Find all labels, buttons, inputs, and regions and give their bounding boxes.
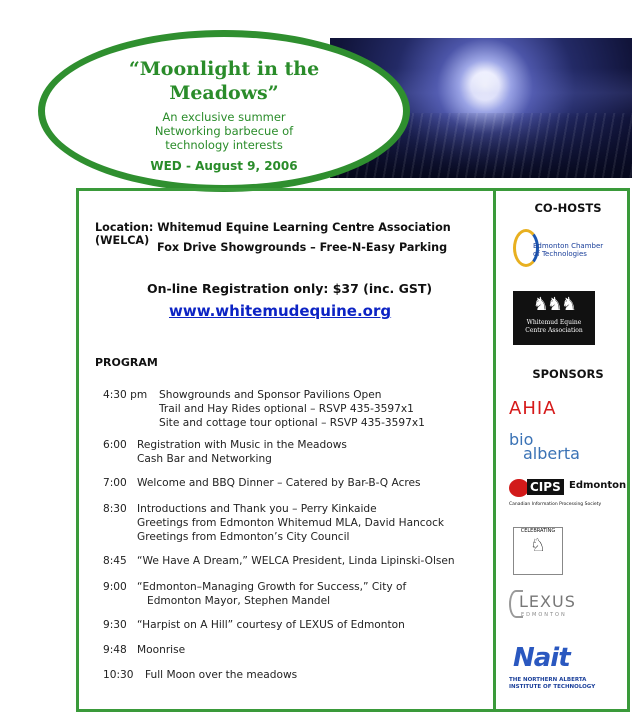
- schedule-line: “Edmonton–Managing Growth for Success,” City of: [137, 581, 407, 593]
- nait-subtitle-line-2: INSTITUTE OF TECHNOLOGY: [509, 684, 596, 690]
- event-title-oval: [38, 30, 410, 192]
- whitemud-logo-text: [513, 319, 595, 335]
- chamber-of-technologies-logo: [509, 229, 627, 269]
- horses-icon: ♞♞♞: [532, 294, 576, 315]
- celebrating-text: CELEBRATING: [520, 528, 556, 534]
- schedule-description: [137, 554, 455, 568]
- schedule-time: 9:48: [103, 644, 127, 656]
- nait-logo: [507, 643, 627, 695]
- schedule-time: 9:00: [103, 581, 127, 593]
- column-divider: [493, 191, 496, 709]
- cohosts-heading: CO-HOSTS: [534, 201, 602, 215]
- schedule-description: [145, 668, 297, 682]
- event-title-line-1: “Moonlight in the: [128, 58, 320, 80]
- schedule-line: Greetings from Edmonton’s City Council: [137, 531, 350, 543]
- schedule-line: Edmonton Mayor, Stephen Mandel: [147, 595, 331, 607]
- schedule-description: [137, 476, 421, 490]
- program-heading: PROGRAM: [95, 356, 158, 369]
- schedule-line: Introductions and Thank you – Perry Kinkaide: [137, 503, 377, 515]
- schedule-time: 8:45: [103, 555, 127, 567]
- schedule-description: [137, 618, 405, 632]
- lexus-edmonton-logo: [509, 588, 589, 622]
- cips-subtitle: Canadian Information Processing Society: [509, 502, 602, 507]
- bio-text: bio: [509, 430, 534, 449]
- schedule-line: “We Have A Dream,” WELCA President, Linda Lipinski-Olsen: [137, 555, 455, 567]
- tagline-line-1: An exclusive summer: [162, 110, 286, 124]
- schedule-time: 8:30: [103, 503, 127, 515]
- schedule-line: Greetings from Edmonton Whitemud MLA, David Hancock: [137, 517, 445, 529]
- schedule-description: [137, 580, 406, 608]
- website-link[interactable]: www.whitemudequine.org: [169, 302, 392, 320]
- registration-text: On-line Registration only: $37 (inc. GST): [147, 281, 433, 296]
- event-title: [45, 57, 403, 105]
- lexus-subtitle: EDMONTON: [521, 612, 567, 618]
- location-line-2: Fox Drive Showgrounds – Free-N-Easy Parking: [157, 241, 448, 254]
- sponsors-heading: SPONSORS: [532, 367, 604, 381]
- event-tagline: [45, 110, 403, 152]
- tagline-line-3: technology interests: [165, 138, 283, 152]
- schedule-time: 6:00: [103, 439, 127, 451]
- lexus-wordmark: LEXUS: [519, 592, 576, 611]
- chamber-text-line-2: of Technologies: [533, 250, 587, 258]
- schedule-line: Trail and Hay Rides optional – RSVP 435-3597x1: [159, 403, 414, 415]
- nait-subtitle-line-1: THE NORTHERN ALBERTA: [509, 677, 587, 683]
- schedule-description: [159, 388, 425, 430]
- schedule-time: 10:30: [103, 669, 134, 681]
- schedule-line: Moonrise: [137, 644, 186, 656]
- cips-city: Edmonton: [569, 480, 627, 491]
- schedule-line: Site and cottage tour optional – RSVP 435-3597x1: [159, 417, 425, 429]
- schedule-description: [137, 502, 444, 544]
- invitation-frame: [76, 188, 630, 712]
- schedule-time: 4:30 pm: [103, 389, 148, 401]
- cips-wordmark: CIPS: [527, 479, 564, 495]
- schedule-description: [137, 643, 185, 657]
- chamber-logo-text: [533, 242, 603, 258]
- whitemud-equine-logo: [513, 291, 595, 345]
- schedule-description: [137, 438, 347, 466]
- schedule-line: Registration with Music in the Meadows: [137, 439, 347, 451]
- cips-edmonton-logo: [509, 479, 629, 513]
- schedule-line: Welcome and BBQ Dinner – Catered by Bar-B-Q Acres: [137, 477, 421, 489]
- schedule-line: “Harpist on A Hill” courtesy of LEXUS of Edmonton: [137, 619, 405, 631]
- event-title-line-2: Meadows”: [169, 82, 279, 104]
- tagline-line-2: Networking barbecue of: [154, 124, 294, 138]
- celebrating-logo: [513, 527, 563, 575]
- whitemud-text-line-2: Centre Association: [525, 327, 583, 334]
- rider-icon: ♘: [529, 535, 547, 556]
- event-date: WED - August 9, 2006: [150, 159, 298, 173]
- bio-alberta-logo: [509, 430, 580, 463]
- whitemud-text-line-1: Whitemud Equine: [526, 319, 582, 326]
- schedule-time: 7:00: [103, 477, 127, 489]
- chamber-text-line-1: Edmonton Chamber: [533, 242, 604, 250]
- nait-subtitle: [509, 677, 595, 691]
- location-line-1: Location: Whitemud Equine Learning Centre Association (WELCA): [95, 221, 451, 247]
- schedule-line: Showgrounds and Sponsor Pavilions Open: [159, 389, 382, 401]
- alberta-text: alberta: [523, 444, 580, 463]
- schedule-line: Cash Bar and Networking: [137, 453, 272, 465]
- nait-wordmark: Nait: [513, 643, 570, 673]
- schedule-time: 9:30: [103, 619, 127, 631]
- cips-badge-icon: [509, 479, 529, 497]
- schedule-line: Full Moon over the meadows: [145, 669, 298, 681]
- ahia-logo: AHIA: [509, 398, 557, 419]
